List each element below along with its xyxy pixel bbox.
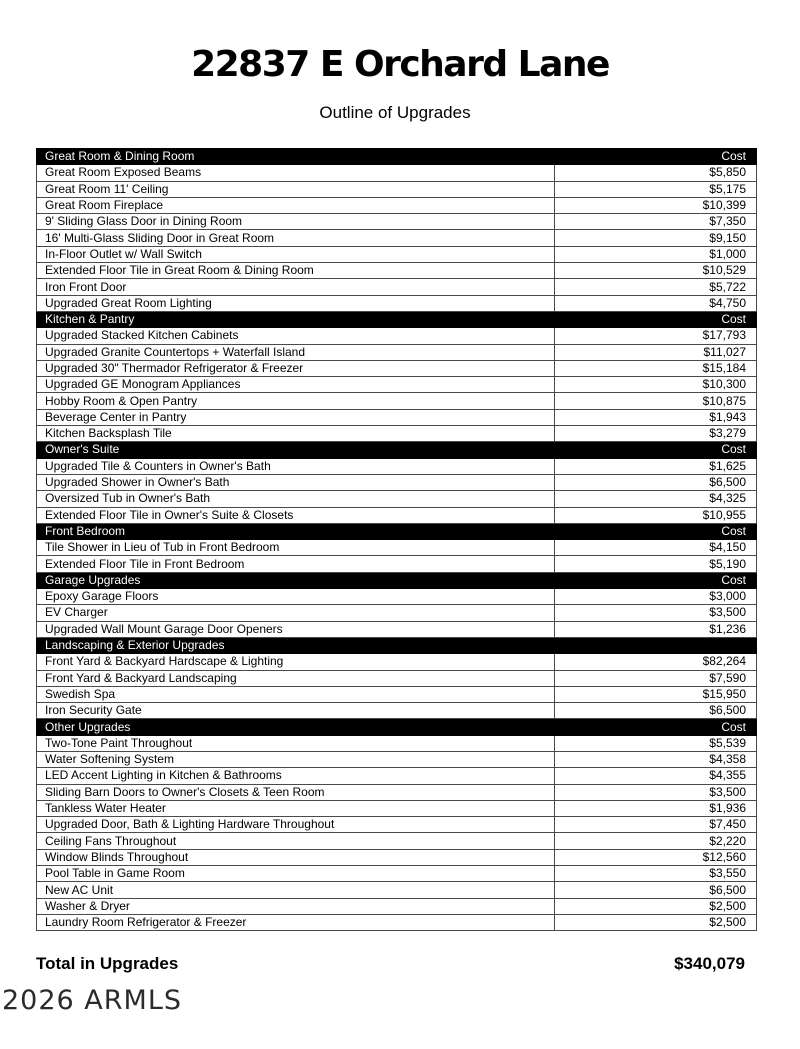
- section-cost-header: Cost: [555, 719, 757, 735]
- upgrade-cost: $3,279: [555, 426, 757, 442]
- table-row: [37, 784, 757, 800]
- table-row: [37, 491, 757, 507]
- section-header-row: [37, 719, 757, 735]
- upgrade-item: Epoxy Garage Floors: [37, 589, 555, 605]
- upgrade-item: Laundry Room Refrigerator & Freezer: [37, 914, 555, 930]
- table-row: [37, 279, 757, 295]
- upgrade-item: Tankless Water Heater: [37, 800, 555, 816]
- upgrade-item: Extended Floor Tile in Front Bedroom: [37, 556, 555, 572]
- table-row: [37, 751, 757, 767]
- table-row: [37, 670, 757, 686]
- upgrade-item: Kitchen Backsplash Tile: [37, 426, 555, 442]
- section-name: Landscaping & Exterior Upgrades: [37, 637, 555, 653]
- upgrade-item: Upgraded Shower in Owner's Bath: [37, 474, 555, 490]
- upgrade-item: Great Room Fireplace: [37, 197, 555, 213]
- section-header-row: [37, 637, 757, 653]
- upgrade-cost: $4,325: [555, 491, 757, 507]
- mls-watermark: 2026 ARMLS: [2, 985, 183, 1016]
- upgrade-cost: $4,355: [555, 768, 757, 784]
- upgrade-item: Hobby Room & Open Pantry: [37, 393, 555, 409]
- section-cost-header: Cost: [555, 311, 757, 327]
- upgrades-table-body: [37, 149, 757, 931]
- upgrade-cost: $6,500: [555, 703, 757, 719]
- upgrade-item: In-Floor Outlet w/ Wall Switch: [37, 246, 555, 262]
- upgrade-cost: $10,529: [555, 263, 757, 279]
- table-row: [37, 817, 757, 833]
- table-row: [37, 360, 757, 376]
- upgrade-cost: $10,955: [555, 507, 757, 523]
- table-row: [37, 654, 757, 670]
- upgrade-cost: $4,750: [555, 295, 757, 311]
- upgrade-item: Extended Floor Tile in Owner's Suite & Closets: [37, 507, 555, 523]
- upgrade-cost: $7,350: [555, 214, 757, 230]
- section-header-row: [37, 572, 757, 588]
- upgrade-item: Water Softening System: [37, 751, 555, 767]
- section-header-row: [37, 149, 757, 165]
- upgrade-item: LED Accent Lighting in Kitchen & Bathrooms: [37, 768, 555, 784]
- table-row: [37, 735, 757, 751]
- upgrade-cost: $2,500: [555, 914, 757, 930]
- section-name: Other Upgrades: [37, 719, 555, 735]
- upgrades-table: [36, 148, 757, 931]
- section-cost-header: [555, 637, 757, 653]
- table-row: [37, 540, 757, 556]
- section-header-row: [37, 523, 757, 539]
- upgrade-cost: $9,150: [555, 230, 757, 246]
- upgrade-cost: $10,399: [555, 197, 757, 213]
- table-row: [37, 393, 757, 409]
- table-row: [37, 458, 757, 474]
- section-name: Great Room & Dining Room: [37, 149, 555, 165]
- upgrade-item: Upgraded Granite Countertops + Waterfall Island: [37, 344, 555, 360]
- upgrade-cost: $12,560: [555, 849, 757, 865]
- upgrade-item: Swedish Spa: [37, 686, 555, 702]
- upgrade-cost: $11,027: [555, 344, 757, 360]
- table-row: [37, 165, 757, 181]
- table-row: [37, 621, 757, 637]
- upgrade-item: Great Room Exposed Beams: [37, 165, 555, 181]
- upgrade-item: Front Yard & Backyard Landscaping: [37, 670, 555, 686]
- section-cost-header: Cost: [555, 572, 757, 588]
- table-row: [37, 181, 757, 197]
- upgrade-cost: $1,625: [555, 458, 757, 474]
- upgrade-item: Iron Security Gate: [37, 703, 555, 719]
- section-name: Front Bedroom: [37, 523, 555, 539]
- upgrade-cost: $15,950: [555, 686, 757, 702]
- upgrade-cost: $5,190: [555, 556, 757, 572]
- table-row: [37, 377, 757, 393]
- upgrade-cost: $7,450: [555, 817, 757, 833]
- section-cost-header: Cost: [555, 149, 757, 165]
- upgrade-item: 9' Sliding Glass Door in Dining Room: [37, 214, 555, 230]
- upgrade-cost: $3,500: [555, 605, 757, 621]
- upgrade-cost: $4,358: [555, 751, 757, 767]
- section-header-row: [37, 442, 757, 458]
- upgrade-item: 16' Multi-Glass Sliding Door in Great Room: [37, 230, 555, 246]
- upgrade-cost: $4,150: [555, 540, 757, 556]
- upgrade-item: Tile Shower in Lieu of Tub in Front Bedroom: [37, 540, 555, 556]
- section-cost-header: Cost: [555, 442, 757, 458]
- upgrade-cost: $5,722: [555, 279, 757, 295]
- upgrade-cost: $5,539: [555, 735, 757, 751]
- upgrade-cost: $5,175: [555, 181, 757, 197]
- upgrade-cost: $2,500: [555, 898, 757, 914]
- upgrade-cost: $82,264: [555, 654, 757, 670]
- upgrade-cost: $6,500: [555, 474, 757, 490]
- upgrade-cost: $7,590: [555, 670, 757, 686]
- upgrade-item: Ceiling Fans Throughout: [37, 833, 555, 849]
- table-row: [37, 605, 757, 621]
- upgrade-cost: $15,184: [555, 360, 757, 376]
- table-row: [37, 866, 757, 882]
- upgrade-cost: $3,000: [555, 589, 757, 605]
- table-row: [37, 474, 757, 490]
- table-row: [37, 686, 757, 702]
- upgrade-item: Pool Table in Game Room: [37, 866, 555, 882]
- upgrade-item: Oversized Tub in Owner's Bath: [37, 491, 555, 507]
- upgrade-item: Upgraded Stacked Kitchen Cabinets: [37, 328, 555, 344]
- table-row: [37, 768, 757, 784]
- upgrade-cost: $2,220: [555, 833, 757, 849]
- upgrade-cost: $3,550: [555, 866, 757, 882]
- upgrade-item: Upgraded Great Room Lighting: [37, 295, 555, 311]
- section-name: Garage Upgrades: [37, 572, 555, 588]
- upgrade-cost: $1,943: [555, 409, 757, 425]
- table-row: [37, 214, 757, 230]
- upgrade-item: Upgraded 30" Thermador Refrigerator & Freezer: [37, 360, 555, 376]
- upgrade-item: EV Charger: [37, 605, 555, 621]
- upgrade-item: Washer & Dryer: [37, 898, 555, 914]
- upgrade-cost: $6,500: [555, 882, 757, 898]
- table-row: [37, 295, 757, 311]
- section-name: Owner's Suite: [37, 442, 555, 458]
- upgrade-item: Upgraded Door, Bath & Lighting Hardware Throughout: [37, 817, 555, 833]
- table-row: [37, 556, 757, 572]
- upgrade-item: Front Yard & Backyard Hardscape & Lighting: [37, 654, 555, 670]
- upgrade-cost: $1,236: [555, 621, 757, 637]
- page-title: 22837 E Orchard Lane: [191, 44, 609, 85]
- upgrade-item: Extended Floor Tile in Great Room & Dining Room: [37, 263, 555, 279]
- section-header-row: [37, 311, 757, 327]
- total-label: Total in Upgrades: [36, 954, 179, 973]
- table-row: [37, 230, 757, 246]
- table-row: [37, 328, 757, 344]
- upgrade-item: Sliding Barn Doors to Owner's Closets & Teen Room: [37, 784, 555, 800]
- upgrade-item: Upgraded Tile & Counters in Owner's Bath: [37, 458, 555, 474]
- upgrade-item: Iron Front Door: [37, 279, 555, 295]
- table-row: [37, 344, 757, 360]
- table-row: [37, 246, 757, 262]
- upgrade-cost: $17,793: [555, 328, 757, 344]
- table-row: [37, 833, 757, 849]
- table-row: [37, 507, 757, 523]
- table-row: [37, 898, 757, 914]
- table-row: [37, 589, 757, 605]
- table-row: [37, 800, 757, 816]
- upgrade-cost: $10,300: [555, 377, 757, 393]
- upgrade-item: Two-Tone Paint Throughout: [37, 735, 555, 751]
- upgrade-cost: $5,850: [555, 165, 757, 181]
- upgrade-cost: $10,875: [555, 393, 757, 409]
- upgrade-item: New AC Unit: [37, 882, 555, 898]
- table-row: [37, 849, 757, 865]
- table-row: [37, 263, 757, 279]
- table-row: [37, 703, 757, 719]
- total-value: $340,079: [674, 954, 745, 973]
- upgrade-cost: $1,936: [555, 800, 757, 816]
- table-row: [37, 409, 757, 425]
- upgrade-cost: $3,500: [555, 784, 757, 800]
- upgrade-item: Great Room 11' Ceiling: [37, 181, 555, 197]
- upgrade-item: Window Blinds Throughout: [37, 849, 555, 865]
- upgrade-item: Beverage Center in Pantry: [37, 409, 555, 425]
- section-cost-header: Cost: [555, 523, 757, 539]
- page-subtitle: Outline of Upgrades: [319, 103, 471, 122]
- table-row: [37, 914, 757, 930]
- table-row: [37, 197, 757, 213]
- section-name: Kitchen & Pantry: [37, 311, 555, 327]
- table-row: [37, 426, 757, 442]
- upgrade-item: Upgraded Wall Mount Garage Door Openers: [37, 621, 555, 637]
- upgrade-item: Upgraded GE Monogram Appliances: [37, 377, 555, 393]
- table-row: [37, 882, 757, 898]
- upgrade-cost: $1,000: [555, 246, 757, 262]
